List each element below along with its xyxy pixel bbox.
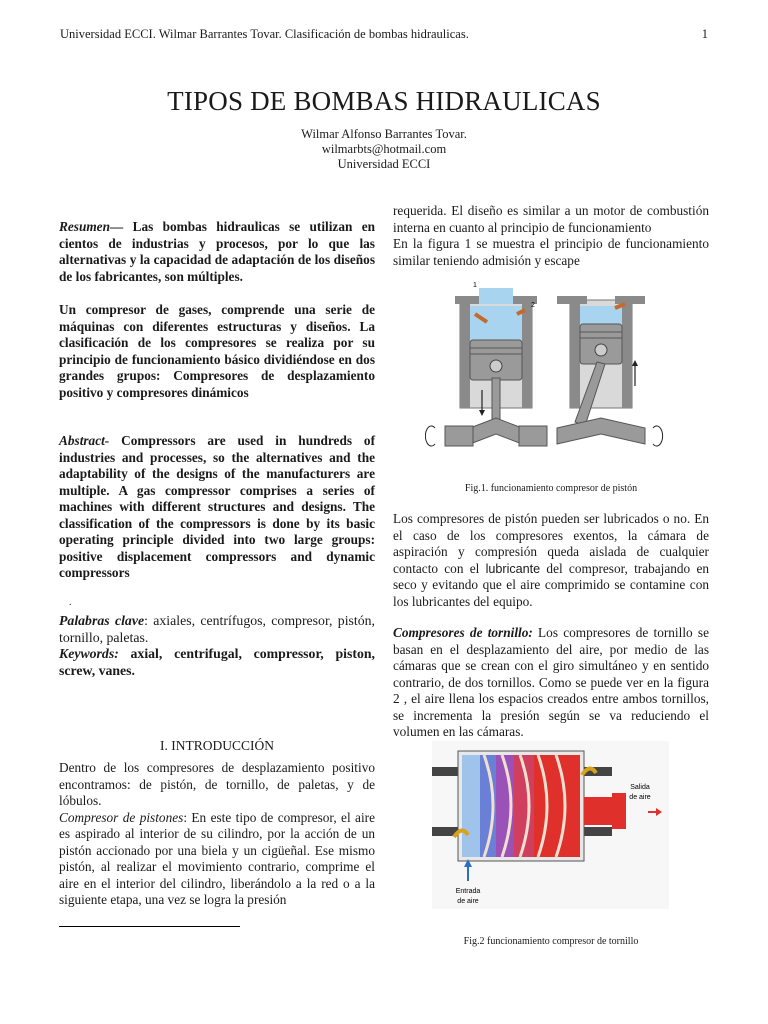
figure-2-screw-compressor [432,741,669,909]
figure-1-label-2: 2 [531,302,535,309]
running-header [60,27,708,42]
keywords-es [59,613,375,646]
figure-1-piston-compressor [425,278,665,460]
keywords-es-text: : axiales, centrífugos, compresor, pistón, tornillo, paletas. [59,613,375,645]
intro-p2-text: : En este tipo de compresor, el aire es aspirado al interior de su cilindro, por la acción de un pistón accionado por una biela y un cigüeñal. Ese mismo pistón, al realizar el movimiento contrario, comprime el aire en el interior del cilindro, liberándolo a la red o a la siguiente etapa, una vez se logra la presión [59,809,375,907]
piston-intake-illustration [425,288,547,446]
abstract-en-label: Abstract- [59,433,110,448]
intro-p2 [59,810,375,909]
abstract-en-paragraph [59,433,375,582]
figure-2-outlet-label-1: Salida [630,784,650,791]
keywords-es-label: Palabras clave [59,613,145,628]
intro-p2-label: Compresor de pistones [59,809,184,825]
right-p4-label: Compresores de tornillo: [393,625,533,640]
right-p4-text: Los compresores de tornillo se basan en el desplazamiento del aire, por medio de las cámaras que se crean con el giro simultáneo y en sentido contrario, de dos tornillos. Como se puede ver en la figura 2 , el aire llena los espacios creados entre ambos tornillos, se incrementa la presión según se va reduciendo el volumen en las cámaras. [393,625,709,739]
footnote-rule [59,926,240,927]
right-p3-a: Los compresores de pistón pueden ser lubricados o no. En el caso de los compresores exentos, la cámara de aspiración y compresión queda aislada de cualquier contacto con el [393,511,709,576]
abstract-es-label: Resumen— [59,219,124,234]
figure-2-inlet-label-1: Entrada [455,888,481,895]
author-email: wilmarbts@hotmail.com [321,142,447,156]
author-name: Wilmar Alfonso Barrantes Tovar. [301,127,467,141]
right-p3 [393,511,709,610]
intro-body [59,760,375,909]
abstract-es-p2-text: Un compresor de gases, comprende una serie de máquinas con diferentes estructuras y diseños. La clasificación de los compresores se realiza por su principio de funcionamiento básico dividiéndose en dos grandes grupos: Compresores de desplazamiento positivo y compresores dinámicos [59,302,375,400]
paper-title: TIPOS DE BOMBAS HIDRAULICAS [167,86,601,116]
page-number: 1 [701,27,708,41]
abstract-es-p2 [59,302,375,401]
figure-2-inlet-label-2: de aire [457,898,479,905]
keywords-block [59,598,375,679]
right-p1: requerida. El diseño es similar a un motor de combustión interna en cuanto al principio de funcionamiento [393,203,709,235]
right-col-intro [393,203,709,269]
figure-2-caption: Fig.2 funcionamiento compresor de tornillo [463,936,639,947]
figure-1-label-1: 1 [473,282,477,289]
intro-p1: Dentro de los compresores de desplazamiento positivo encontramos: de pistón, de tornillo, de paletas, y de lóbulos. [59,760,375,808]
keywords-en [59,646,375,679]
abstract-es-p1 [59,219,375,285]
keywords-dot: . [69,597,72,608]
figure-2-outlet-label-2: de aire [629,794,651,801]
keywords-en-text: axial, centrifugal, compressor, piston, screw, vanes. [59,646,375,678]
right-p3-b: del compresor, trabajando en seco y evitando que el aire comprimido se contamine con los lubricantes del equipo. [393,560,709,609]
abstract-es-p1-text: Las bombas hidraulicas se utilizan en cientos de industrias y procesos, por lo que las alternativas y la capacidad de adaptación de los diseños de los fabricantes, son múltiples. [59,219,375,284]
right-p2: En la figura 1 se muestra el principio de funcionamiento similar teniendo admisión y escape [393,236,709,268]
abstract-en [59,433,375,582]
section-heading-intro: I. INTRODUCCIÓN [160,738,274,753]
right-col-body [393,511,709,741]
right-p4 [393,625,709,741]
piston-compression-illustration [557,296,663,446]
running-title: Universidad ECCI. Wilmar Barrantes Tovar. Clasificación de bombas hidraulicas. [60,27,469,41]
abstract-en-text: Compressors are used in hundreds of industries and processes, so the alternatives and the adaptability of the designs of the manufacturers are multiple. A gas compressor comprises a series of machines with different structures and designs. The classification of the compressors is done by its basic operating principle divided into two large groups: positive displacement compressors and dynamic compressors [59,433,375,580]
keywords-en-label: Keywords: [59,646,119,661]
author-affiliation: Universidad ECCI [337,157,431,171]
lubricante-link[interactable]: lubricante [485,561,541,576]
author-block [0,127,768,172]
abstract-es [59,219,375,285]
figure-1-caption: Fig.1. funcionamiento compresor de pistón [464,483,638,494]
